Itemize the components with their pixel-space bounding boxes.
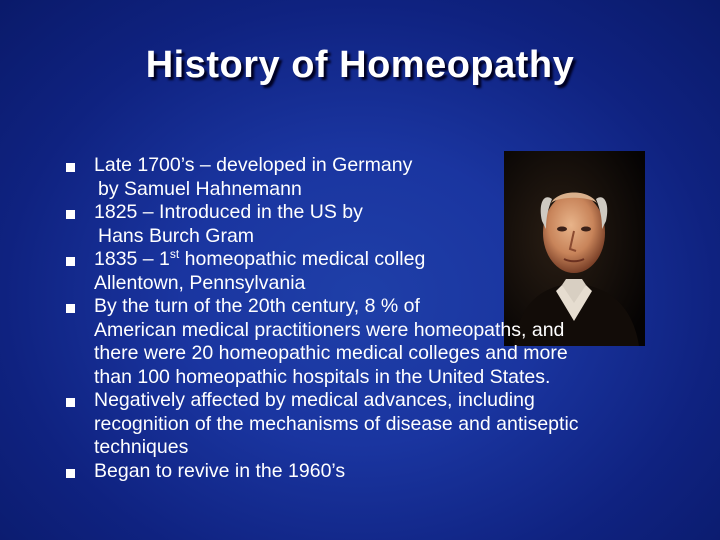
bullet-square-icon — [66, 469, 75, 478]
bullet-line: Late 1700’s – developed in Germany — [94, 154, 413, 176]
bullet-line: Negatively affected by medical advances, including — [94, 389, 535, 411]
bullet-square-icon — [66, 210, 75, 219]
bullet-line: 1825 – Introduced in the US by — [94, 201, 363, 223]
bullet-square-icon — [66, 398, 75, 407]
bullet-line: by Samuel Hahnemann — [98, 177, 302, 200]
bullet-line: recognition of the mechanisms of disease and antiseptic — [94, 412, 579, 435]
bullet-line — [94, 248, 706, 272]
bullet-square-icon — [66, 304, 75, 313]
list-item — [66, 154, 706, 201]
bullet-line: there were 20 homeopathic medical colleges and more — [94, 342, 568, 364]
bullet-line: techniques — [94, 436, 189, 458]
list-item — [66, 201, 706, 248]
bullet-line: Hans Burch Gram — [98, 224, 255, 247]
list-item — [66, 295, 706, 389]
bullet-line: Allentown, Pennsylvania — [94, 271, 306, 294]
bullet-text: 1835 – 1 — [94, 248, 170, 270]
bullet-square-icon — [66, 257, 75, 266]
superscript: st — [169, 247, 180, 261]
bullet-square-icon — [66, 163, 75, 172]
slide-title: History of Homeopathy — [145, 44, 575, 86]
bullet-line: Began to revive in the 1960’s — [94, 459, 346, 482]
bullet-list — [66, 154, 706, 483]
bullet-line: American medical practitioners were homeopaths, and — [94, 318, 565, 341]
list-item — [66, 460, 706, 484]
bullet-line: than 100 homeopathic hospitals in the United States. — [94, 365, 551, 388]
bullet-text: homeopathic medical colleg — [179, 248, 426, 270]
list-item — [66, 248, 706, 295]
bullet-line: By the turn of the 20th century, 8 % of — [94, 295, 420, 317]
list-item — [66, 389, 706, 460]
